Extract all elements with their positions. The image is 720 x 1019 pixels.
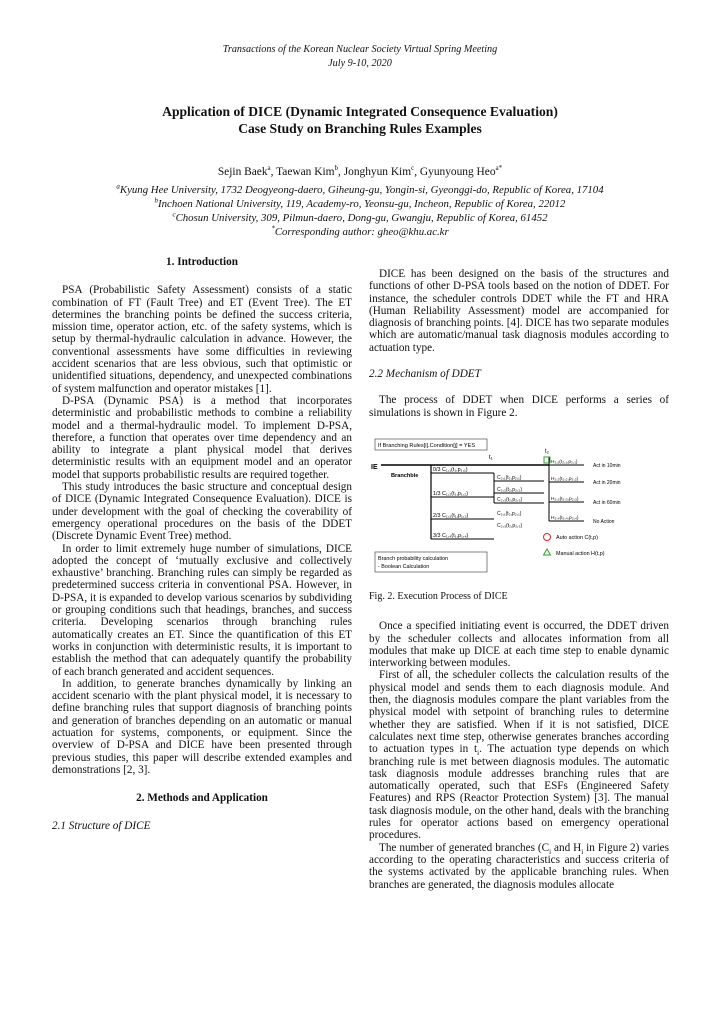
paragraph: DICE has been designed on the basis of the structures and functions of other D-PSA tools based on the notion of DDET. For instance, the scheduler controls DDET while the FT and HRA (Human Reliability Assessment) model are accompanied for diagnosis of branching points. [4]. DICE has two separate modules which are automatic/manual task diagnosis modules according to actuation type. <box>369 268 669 354</box>
ie-label: IE <box>371 464 378 471</box>
left-column <box>52 256 352 833</box>
c31-label: C₂,₁(t₂,p₂,₁) <box>497 511 522 517</box>
author-list: Sejin Baek$^a$, Taewan Kim$^b$, Jonghyun Kim$^c$, Gyunyoung Heo$^{a*}$ <box>217 164 503 178</box>
manual-action-icon <box>544 549 551 555</box>
paragraph: This study introduces the basic structure and conceptual design of DICE (Dynamic Integrated Consequence Evaluation). DICE is under development with the goal of checking the coverability of emergency operational procedures on the basis of the DDET (Discrete Dynamic Event Tree) method. <box>52 481 352 543</box>
branchable-label: Branchble <box>391 473 419 479</box>
paragraph: D-PSA (Dynamic PSA) is a method that incorporates deterministic and probabilistic methods to combine a reliability model and a thermal-hydraulic model. To implement D-PSA, therefore, a function that operates over time dependency and an ability to integrate a plant physical model that derives deterministic results with an equipment model and an operator model that supports probabilistic results are required together. <box>52 394 352 481</box>
affiliation-b: $^b$Inchoen National University, 119, Academy-ro, Yeonsu-gu, Incheon, Republic of Korea, 22012 <box>154 196 566 210</box>
h23-label: H₂,₃(t₂,₃,p₂,₃) <box>551 497 579 502</box>
subsection-heading-structure: 2.1 Structure of DICE <box>52 820 151 833</box>
paragraph: The number of generated branches ($C_i$ and $H_i$ in Figure 2) varies according to the operating characteristics and success criteria of the systems activated by the applicable branching rules. When branches are generated, the diagnosis modules allocate <box>369 841 669 891</box>
paragraph: First of all, the scheduler collects the calculation results of the physical model and sends them to each diagnosis module. And then, the diagnosis modules compare the plant variables from the physical model with setpoint of branching rules to determine whether they are satisfied. When if it is not satisfied, DICE calculates next time step, otherwise generates branches according to actuation types in $t_i$. The actuation type depends on which branching rule is met between diagnosis modules. The automatic task diagnosis module addresses branching rules that are automatically operated, such that ESFs (Engineered Safety Features) and RPS (Reactor Protection System) [3]. The manual task diagnosis module, on the other hand, deals with the branching rules for operator actions based on emergency operational procedures. <box>369 669 669 842</box>
h22-label: H₂,₂(t₂,₂,p₂,₂) <box>551 477 579 482</box>
auto-action-icon <box>544 534 551 541</box>
journal-header: Transactions of the Korean Nuclear Society Virtual Spring Meeting <box>222 44 498 55</box>
action-none: No Action <box>593 519 615 525</box>
affiliation-c: $^c$Chosun University, 309, Pilmun-daero, Dong-gu, Gwangju, Republic of Korea, 61452 <box>172 210 548 224</box>
right-column-bottom <box>369 591 669 891</box>
probability-label: Branch probability calculation <box>378 556 449 562</box>
affiliations <box>0 183 720 239</box>
section-heading-methods: 2. Methods and Application <box>136 792 268 805</box>
t1-label: t₁ <box>489 455 493 461</box>
c11-label: 0/3 C₁,₁(t₁,p₁,₁) <box>433 467 468 473</box>
figure-execution-process <box>369 437 669 585</box>
paragraph: In order to limit extremely huge number of simulations, DICE adopted the concept of ‘mutually exclusive and collectively exhaustive’ branching. Branching rules can simply be regarded as predetermined success criteria in conventional PSA. However, in D-PSA, it is expanded to develop various scenarios by subdividing or grouping conditions such that headings, branches, and success criteria. Developing scenarios through branching rules automatically creates an ET. Since the quantification of this ET works in conjunction with deterministic results, it is important to establish the method that can adequately quantify the probability of each branch generated and accident sequences. <box>52 542 352 678</box>
title-line-1: Application of DICE (Dynamic Integrated Consequence Evaluation) <box>162 104 558 119</box>
title-line-2: Case Study on Branching Rules Examples <box>238 121 482 136</box>
corresponding-author: *Corresponding author: gheo@khu.ac.kr <box>271 224 449 238</box>
paragraph: Once a specified initiating event is occurred, the DDET driven by the scheduler collects and allocates information from all modules that make up DICE at each time step to enable dynamic interworking between modules. <box>369 620 669 670</box>
paragraph: In addition, to generate branches dynamically by linking an accident scenario with the plant physical model, it is necessary to define branching rules that support diagnosis of branching points and generation of branches depending on an automatic or manual actuation for systems, components, or equipment. Since the overview of D-PSA and DICE have been presented through previous studies, this paper will describe extended examples and demonstrations [2, 3]. <box>52 677 352 776</box>
author-4: Gyunyoung Heo$^{a*}$ <box>419 164 503 178</box>
paragraph: PSA (Probabilistic Safety Assessment) consists of a static combination of FT (Fault Tree) and ET (Event Tree). The ET determines the branching points be defined the success criteria, mission time, operator action, etc. of the safety systems, which is setup by thermal-hydraulic calculation in advance. However, the conventional assessments have some difficulties in reviewing accident scenarios that are less obvious, such that optimistic or unidentified situations, dependency, and unexpected combinations of system malfunction and operator mistakes [1]. <box>52 284 352 395</box>
meeting-date: July 9-10, 2020 <box>328 58 392 69</box>
action-20min: Act in 20min <box>593 480 621 486</box>
author-2: Taewan Kim$^b$ <box>276 164 338 178</box>
h21-label: H₂,₁(t₂,₁,p₂,₁) <box>551 460 578 465</box>
figure-caption: Fig. 2. Execution Process of DICE <box>369 591 508 602</box>
action-60min: Act in 60min <box>593 500 621 506</box>
manual-action-legend: Manual action H(t,p) <box>556 551 605 557</box>
author-3: Jonghyun Kim$^c$ <box>343 164 415 178</box>
c12-label: 1/3 C₁,₂(t₁,p₁,₂) <box>433 491 469 497</box>
condition-label: If Branching Rules[i].Condition[j] = YES <box>378 443 476 449</box>
t2-label: t₂ <box>545 449 549 455</box>
h24-label: H₂,₄(t₂,₄,p₂,₄) <box>551 516 579 521</box>
author-1: Sejin Baek$^a$ <box>217 164 271 178</box>
right-column-top <box>369 268 669 419</box>
ddet-diagram <box>369 437 669 585</box>
subsection-heading-ddet: 2.2 Mechanism of DDET <box>369 368 481 381</box>
paragraph: The process of DDET when DICE performs a series of simulations is shown in Figure 2. <box>369 394 669 419</box>
boolean-label: - Boolean Calculation <box>378 564 430 570</box>
c32-label: C₂,₃(t₂,p₂,₃) <box>497 523 523 529</box>
c14-label: 3/3 C₁,₄(t₁,p₁,₄) <box>433 533 469 539</box>
paper-title <box>0 103 720 137</box>
c22-label: C₂,₂(t₂,p₂,₂) <box>497 487 522 493</box>
action-10min: Act in 10min <box>593 463 621 469</box>
affiliation-a: $^a$Kyung Hee University, 1732 Deogyeong-daero, Giheung-gu, Yongin-si, Gyeonggi-do, Republic of Korea, 17104 <box>116 182 604 196</box>
c21-label: C₂,₁(t₂,p₂,₁) <box>497 475 522 481</box>
c13-label: 2/3 C₁,₃(t₁,p₁,₃) <box>433 513 469 519</box>
auto-action-legend: Auto action C(t,p) <box>556 535 598 541</box>
c23-label: C₂,₃(t₂,p₂,₃) <box>497 497 523 503</box>
section-heading-introduction: 1. Introduction <box>166 256 238 268</box>
